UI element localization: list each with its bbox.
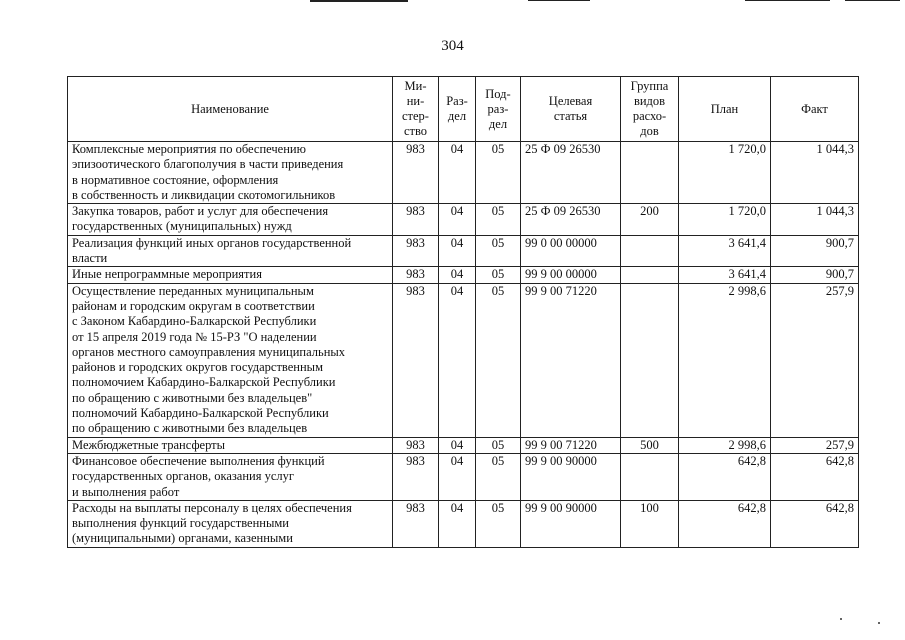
row-fact: 257,9 [771, 283, 859, 437]
row-plan: 642,8 [679, 500, 771, 547]
row-expense-group [621, 142, 679, 204]
row-ministry: 983 [393, 283, 439, 437]
top-edge-rule [745, 0, 830, 1]
row-section: 04 [439, 204, 476, 236]
row-expense-group: 100 [621, 500, 679, 547]
page-number: 304 [441, 38, 464, 54]
scan-speck [840, 618, 842, 620]
row-target: 25 Ф 09 26530 [521, 204, 621, 236]
row-target: 99 9 00 71220 [521, 283, 621, 437]
row-fact: 642,8 [771, 500, 859, 547]
row-section: 04 [439, 142, 476, 204]
row-section: 04 [439, 235, 476, 267]
row-plan: 1 720,0 [679, 142, 771, 204]
row-subsection: 05 [476, 235, 521, 267]
row-subsection: 05 [476, 437, 521, 453]
row-target: 99 9 00 00000 [521, 267, 621, 283]
table-row [68, 437, 859, 453]
row-ministry: 983 [393, 500, 439, 547]
header-ministry: Ми- ни- стер- ство [393, 77, 439, 142]
row-fact: 1 044,3 [771, 142, 859, 204]
row-ministry: 983 [393, 204, 439, 236]
row-name: Расходы на выплаты персоналу в целях обеспечения выполнения функций государственными (муниципальными) органами, казенными [68, 500, 393, 547]
table-row [68, 453, 859, 500]
row-subsection: 05 [476, 453, 521, 500]
row-section: 04 [439, 453, 476, 500]
row-plan: 3 641,4 [679, 267, 771, 283]
row-fact: 1 044,3 [771, 204, 859, 236]
header-expense-group: Группа видов расхо- дов [621, 77, 679, 142]
header-target: Целевая статья [521, 77, 621, 142]
scan-speck [878, 622, 880, 624]
top-edge-rule [528, 0, 590, 1]
row-plan: 2 998,6 [679, 283, 771, 437]
row-fact: 642,8 [771, 453, 859, 500]
table-row [68, 235, 859, 267]
row-ministry: 983 [393, 267, 439, 283]
table-header-row [68, 77, 859, 142]
row-section: 04 [439, 283, 476, 437]
row-target: 99 9 00 90000 [521, 453, 621, 500]
row-target: 99 9 00 71220 [521, 437, 621, 453]
row-plan: 3 641,4 [679, 235, 771, 267]
header-fact: Факт [771, 77, 859, 142]
row-subsection: 05 [476, 500, 521, 547]
row-section: 04 [439, 437, 476, 453]
row-expense-group: 200 [621, 204, 679, 236]
header-name: Наименование [68, 77, 393, 142]
row-expense-group [621, 235, 679, 267]
row-target: 99 0 00 00000 [521, 235, 621, 267]
row-name: Осуществление переданных муниципальным районам и городским округам в соответствии с Законом Кабардино-Балкарской Республики от 15 апреля 2019 года № 15-РЗ "О наделении органов местного самоуправления муниципальных районов и городских округов государственным полномочием Кабардино-Балкарской Республики по обращению с животными без владельцев" полномочий Кабардино-Балкарской Республики по обращению с животными без владельцев [68, 283, 393, 437]
row-expense-group [621, 453, 679, 500]
row-fact: 900,7 [771, 235, 859, 267]
row-ministry: 983 [393, 437, 439, 453]
row-expense-group [621, 267, 679, 283]
row-target: 25 Ф 09 26530 [521, 142, 621, 204]
row-subsection: 05 [476, 204, 521, 236]
table-row [68, 283, 859, 437]
header-plan: План [679, 77, 771, 142]
row-name: Комплексные мероприятия по обеспечению эпизоотического благополучия в части приведения в нормативное состояние, оформления в собственность и ликвидации скотомогильников [68, 142, 393, 204]
row-fact: 900,7 [771, 267, 859, 283]
row-subsection: 05 [476, 267, 521, 283]
row-section: 04 [439, 267, 476, 283]
top-edge-rule [845, 0, 900, 1]
row-subsection: 05 [476, 142, 521, 204]
row-subsection: 05 [476, 283, 521, 437]
row-name: Иные непрограммные мероприятия [68, 267, 393, 283]
row-name: Закупка товаров, работ и услуг для обеспечения государственных (муниципальных) нужд [68, 204, 393, 236]
row-ministry: 983 [393, 142, 439, 204]
row-expense-group: 500 [621, 437, 679, 453]
header-subsection: Под- раз- дел [476, 77, 521, 142]
row-target: 99 9 00 90000 [521, 500, 621, 547]
budget-table [67, 76, 859, 548]
row-plan: 2 998,6 [679, 437, 771, 453]
top-edge-rule [310, 0, 408, 2]
row-plan: 642,8 [679, 453, 771, 500]
table-row [68, 500, 859, 547]
row-ministry: 983 [393, 453, 439, 500]
table-row [68, 204, 859, 236]
table-row [68, 142, 859, 204]
header-section: Раз- дел [439, 77, 476, 142]
row-name: Финансовое обеспечение выполнения функций государственных органов, оказания услуг и выполнения работ [68, 453, 393, 500]
row-name: Реализация функций иных органов государственной власти [68, 235, 393, 267]
row-fact: 257,9 [771, 437, 859, 453]
row-expense-group [621, 283, 679, 437]
row-plan: 1 720,0 [679, 204, 771, 236]
table-row [68, 267, 859, 283]
row-ministry: 983 [393, 235, 439, 267]
row-section: 04 [439, 500, 476, 547]
row-name: Межбюджетные трансферты [68, 437, 393, 453]
